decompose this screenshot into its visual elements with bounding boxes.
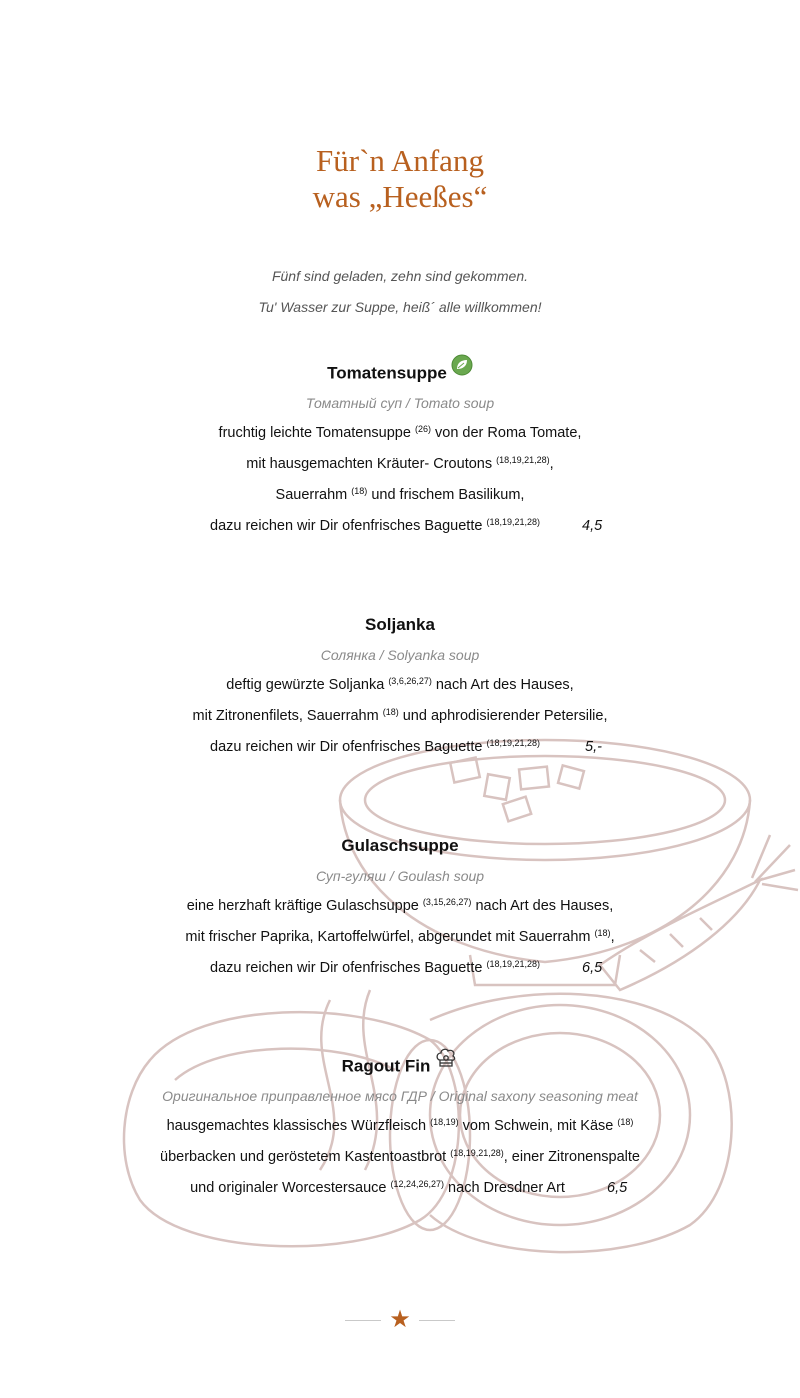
page-title-line-1: Für`n Anfang — [316, 143, 484, 178]
description-line: dazu reichen wir Dir ofenfrisches Baguette $^{(18,19,21,28)}$ 6,5 — [0, 953, 800, 984]
divider-left — [345, 1320, 381, 1321]
description-line: Sauerrahm $^{(18)}$ und frischem Basilikum, — [275, 486, 525, 503]
dish-name: Tomatensuppe — [0, 358, 800, 388]
dish-name: Ragout Fin — [0, 1051, 800, 1081]
dish-soljanka — [0, 610, 800, 763]
page-title-line-2: was „Heeßes“ — [312, 179, 488, 214]
description-line: mit hausgemachten Kräuter- Croutons $^{(18,19,21,28)}$, — [246, 455, 554, 472]
dish-translation: Оригинальное приправленное мясо ГДР / Original saxony seasoning meat — [162, 1088, 638, 1104]
dish-translation: Солянка / Solyanka soup — [320, 647, 480, 663]
description-line: fruchtig leichte Tomatensuppe $^{(26)}$ von der Roma Tomate, — [218, 424, 582, 441]
quote-line-1: Fünf sind geladen, zehn sind gekommen. — [271, 268, 529, 284]
divider-right — [419, 1320, 455, 1321]
dish-gulaschsuppe — [0, 831, 800, 984]
description-line: deftig gewürzte Soljanka $^{(3,6,26,27)}$ nach Art des Hauses, — [226, 676, 574, 693]
dish-ragout-fin — [0, 1051, 800, 1204]
description-line: mit frischer Paprika, Kartoffelwürfel, abgerundet mit Sauerrahm $^{(18)}$, — [185, 928, 615, 945]
dish-price: 5,- — [585, 739, 602, 755]
description-line: eine herzhaft kräftige Gulaschsuppe $^{(3,15,26,27)}$ nach Art des Hauses, — [186, 897, 614, 914]
dish-translation: Суп-гуляш / Goulash soup — [315, 868, 485, 884]
description-line: und originaler Worcestersauce $^{(12,24,26,27)}$ nach Dresdner Art 6,5 — [0, 1173, 800, 1204]
footer-ornament — [0, 1305, 800, 1335]
dish-name: Soljanka — [365, 615, 435, 634]
quote-line-2: Tu' Wasser zur Suppe, heiß´ alle willkommen! — [258, 299, 542, 315]
description-line: dazu reichen wir Dir ofenfrisches Baguette $^{(18,19,21,28)}$ 4,5 — [0, 511, 800, 542]
dish-price: 6,5 — [582, 960, 603, 976]
dish-translation: Томатный суп / Tomato soup — [305, 395, 495, 411]
dish-price: 4,5 — [582, 518, 603, 534]
description-line: überbacken und geröstetem Kastentoastbrot $^{(18,19,21,28)}$, einer Zitronenspalte — [160, 1148, 640, 1165]
description-line: dazu reichen wir Dir ofenfrisches Baguette $^{(18,19,21,28)}$ 5,- — [0, 732, 800, 763]
vegetarian-leaf-icon — [451, 354, 473, 386]
dish-price: 6,5 — [607, 1180, 628, 1196]
description-line: hausgemachtes klassisches Würzfleisch $^{(18,19)}$ vom Schwein, mit Käse $^{(18)}$ — [166, 1117, 634, 1134]
description-line: mit Zitronenfilets, Sauerrahm $^{(18)}$ und aphrodisierender Petersilie, — [192, 707, 608, 724]
dish-tomatensuppe — [0, 358, 800, 542]
star-icon: ★ — [389, 1306, 411, 1333]
chef-hat-icon — [434, 1047, 458, 1079]
dish-name: Gulaschsuppe — [341, 836, 459, 855]
